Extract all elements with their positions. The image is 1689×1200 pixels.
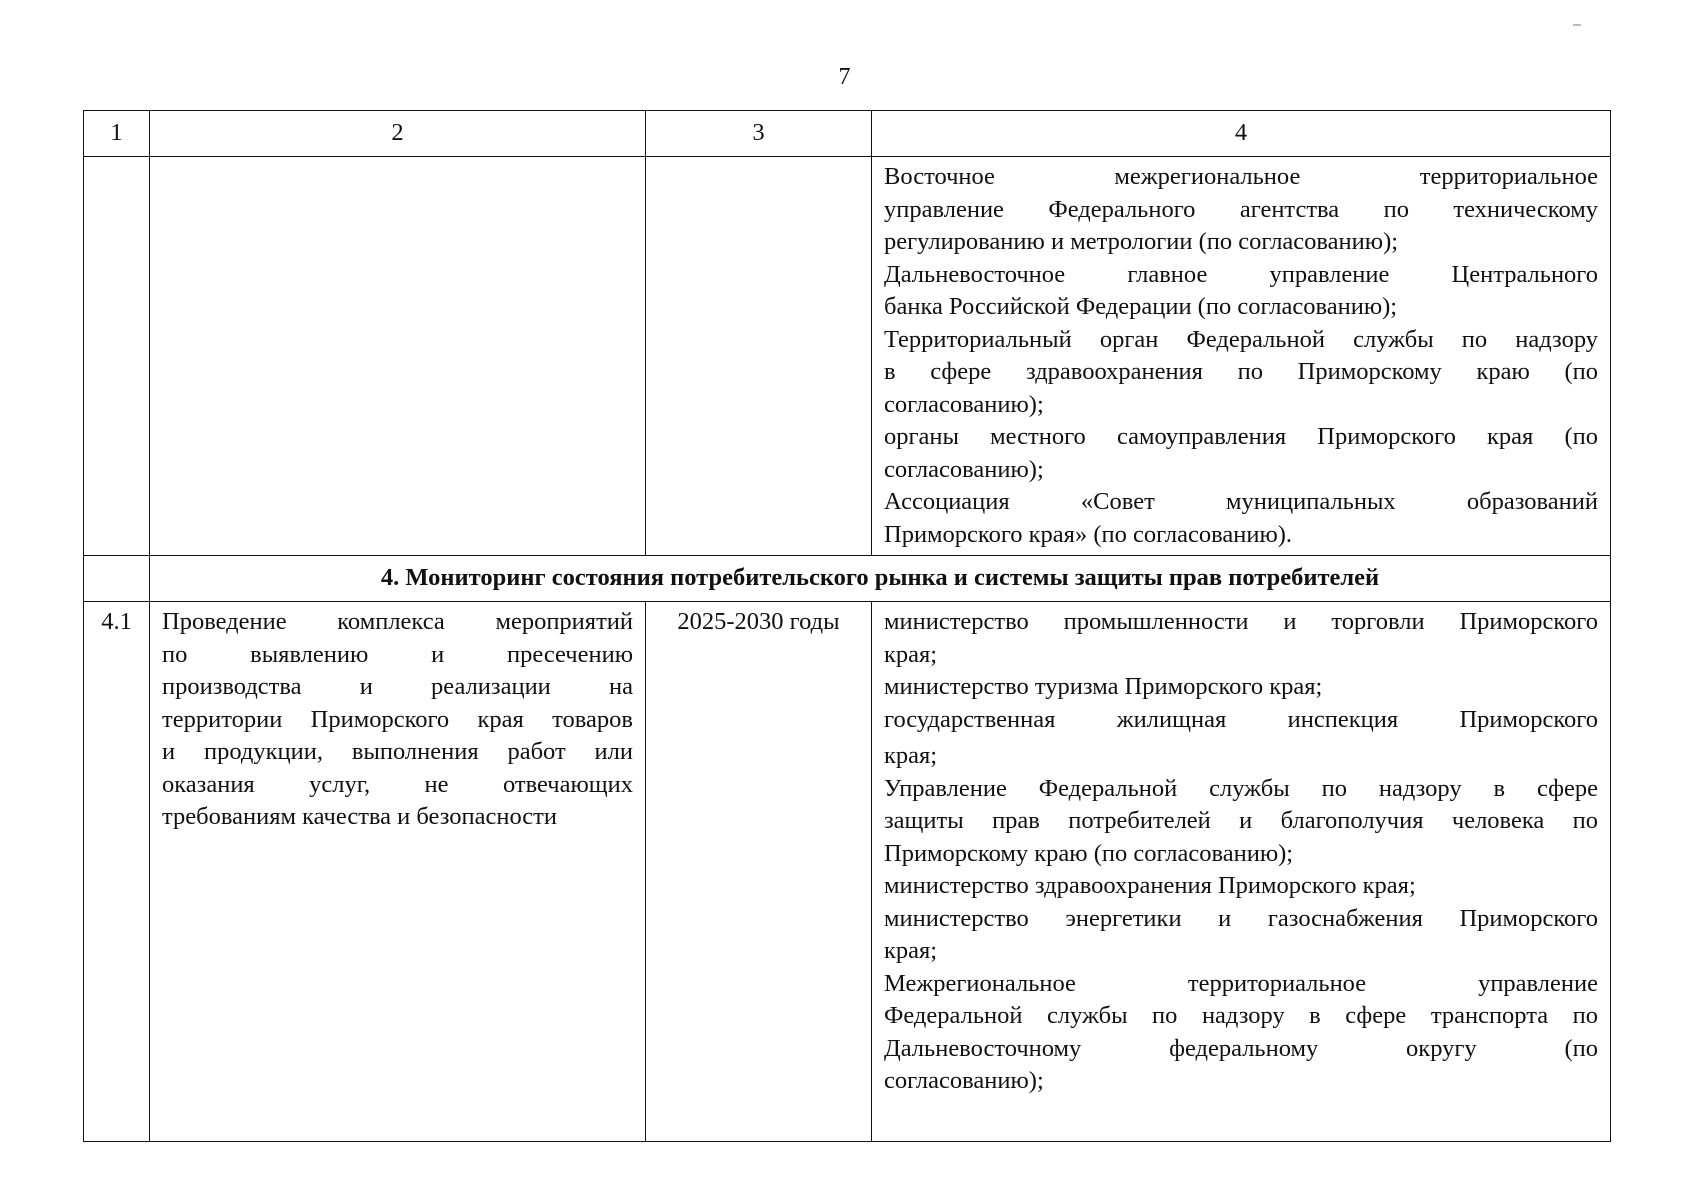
executor-line: края; <box>884 937 938 964</box>
executor-line: согласованию); <box>884 1067 1044 1094</box>
period-cell <box>646 157 872 556</box>
executors-cell <box>872 157 1611 556</box>
section-heading-row <box>84 556 1611 602</box>
executor-entry <box>884 704 1598 773</box>
executor-entry <box>884 671 1598 704</box>
executor-line: Приморскому краю (по согласованию); <box>884 839 1294 867</box>
executor-line: Межрегиональное территориальное управление <box>884 969 1598 997</box>
executor-entry <box>884 161 1598 259</box>
executor-entry <box>884 606 1598 671</box>
executor-line: Дальневосточному федеральному округу (по <box>884 1034 1598 1062</box>
table-row-4-1 <box>84 602 1611 1142</box>
executor-entry <box>884 324 1598 422</box>
column-header-4: 4 <box>872 111 1611 157</box>
row-number-cell: 4.1 <box>84 602 150 1142</box>
measure-line: требованиям качества и безопасности <box>162 803 558 830</box>
executor-entry <box>884 773 1598 871</box>
executor-entry <box>884 259 1598 324</box>
measure-line: и продукции, выполнения работ или <box>162 738 633 765</box>
measure-line: производства и реализации на <box>162 673 633 700</box>
executor-line: края; <box>884 742 938 769</box>
executor-line: органы местного самоуправления Приморского края (по <box>884 423 1598 450</box>
executor-line: Ассоциация «Совет муниципальных образований <box>884 488 1598 515</box>
executor-line: регулированию и метрологии (по согласованию); <box>884 228 1399 255</box>
executor-line: банка Российской Федерации (по согласованию); <box>884 293 1398 320</box>
executor-entry <box>884 486 1598 551</box>
executor-line: защиты прав потребителей и благополучия человека по <box>884 807 1598 834</box>
executor-line: согласованию); <box>884 455 1044 483</box>
table-row-continued <box>84 157 1611 556</box>
section-title: 4. Мониторинг состояния потребительского рынка и системы защиты прав потребителей <box>150 556 1611 602</box>
executor-entry <box>884 421 1598 486</box>
measure-line: территории Приморского края товаров <box>162 705 633 733</box>
column-header-2: 2 <box>150 111 646 157</box>
table-header-row <box>84 111 1611 157</box>
executor-line: Федеральной службы по надзору в сфере транспорта по <box>884 1002 1598 1029</box>
measure-cell <box>150 602 646 1142</box>
executor-line: министерство здравоохранения Приморского края; <box>884 872 1416 899</box>
page-number: 7 <box>838 64 851 90</box>
executor-entry <box>884 870 1598 903</box>
scan-speck <box>1573 24 1581 26</box>
executor-line: согласованию); <box>884 390 1044 418</box>
executor-line: Дальневосточное главное управление Центрального <box>884 260 1598 288</box>
executor-line: в сфере здравоохранения по Приморскому краю (по <box>884 358 1598 385</box>
executor-entry <box>884 903 1598 968</box>
row-number-cell <box>84 157 150 556</box>
executor-line: Управление Федеральной службы по надзору в сфере <box>884 774 1598 802</box>
executor-line: края; <box>884 640 938 668</box>
executor-line: управление Федерального агентства по техническому <box>884 195 1598 223</box>
measures-table <box>83 110 1611 1142</box>
measure-line: по выявлению и пресечению <box>162 640 633 668</box>
executor-line: государственная жилищная инспекция Приморского <box>884 705 1598 733</box>
executors-cell <box>872 602 1611 1142</box>
column-header-3: 3 <box>646 111 872 157</box>
period-cell: 2025-2030 годы <box>646 602 872 1142</box>
measure-line: Проведение комплекса мероприятий <box>162 608 633 635</box>
column-header-1: 1 <box>84 111 150 157</box>
executor-line: министерство промышленности и торговли Приморского <box>884 608 1598 635</box>
executor-line: Приморского края» (по согласованию). <box>884 520 1293 548</box>
measure-line: оказания услуг, не отвечающих <box>162 770 633 798</box>
executor-line: министерство туризма Приморского края; <box>884 673 1323 700</box>
executor-entry <box>884 968 1598 1098</box>
executor-line: министерство энергетики и газоснабжения Приморского <box>884 904 1598 932</box>
section-number-cell <box>84 556 150 602</box>
executor-line: Территориальный орган Федеральной службы по надзору <box>884 325 1598 353</box>
measure-cell <box>150 157 646 556</box>
executor-line: Восточное межрегиональное территориальное <box>884 163 1598 190</box>
